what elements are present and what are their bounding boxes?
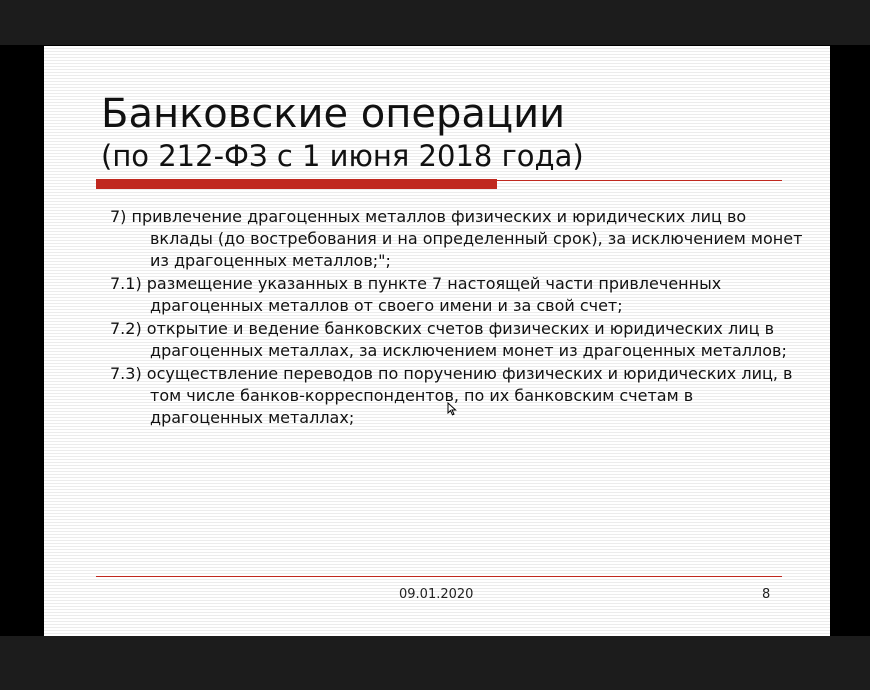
title-underline-thin — [497, 180, 782, 181]
footer-divider — [96, 576, 782, 577]
list-item-7: 7) привлечение драгоценных металлов физических и юридических лиц во вклады (до востребования и на определенный срок), за исключением монет из драгоценных металлов;"; — [110, 207, 803, 270]
list-item-7-2: 7.2) открытие и ведение банковских счетов физических и юридических лиц в драгоценных металлах, за исключением монет из драгоценных металлов; — [110, 319, 787, 360]
slide-number: 8 — [762, 587, 771, 602]
title-underline-thick — [96, 179, 497, 189]
slide-body — [110, 206, 810, 430]
list-item-7-1: 7.1) размещение указанных в пункте 7 настоящей части привлеченных драгоценных металлов от своего имени и за свой счет; — [110, 274, 722, 315]
slide — [44, 46, 830, 636]
mouse-pointer-icon — [447, 402, 458, 416]
top-letterbox-bar — [0, 0, 870, 45]
bottom-letterbox-bar — [0, 636, 870, 690]
footer-date: 09.01.2020 — [399, 587, 474, 602]
slide-title: Банковские операции — [101, 91, 566, 137]
list-item-7-3: 7.3) осуществление переводов по поручению физических и юридических лиц, в том числе банков-корреспондентов, по их банковским счетам в драгоценных металлах; — [110, 364, 793, 427]
slide-subtitle: (по 212-ФЗ с 1 июня 2018 года) — [101, 139, 584, 173]
